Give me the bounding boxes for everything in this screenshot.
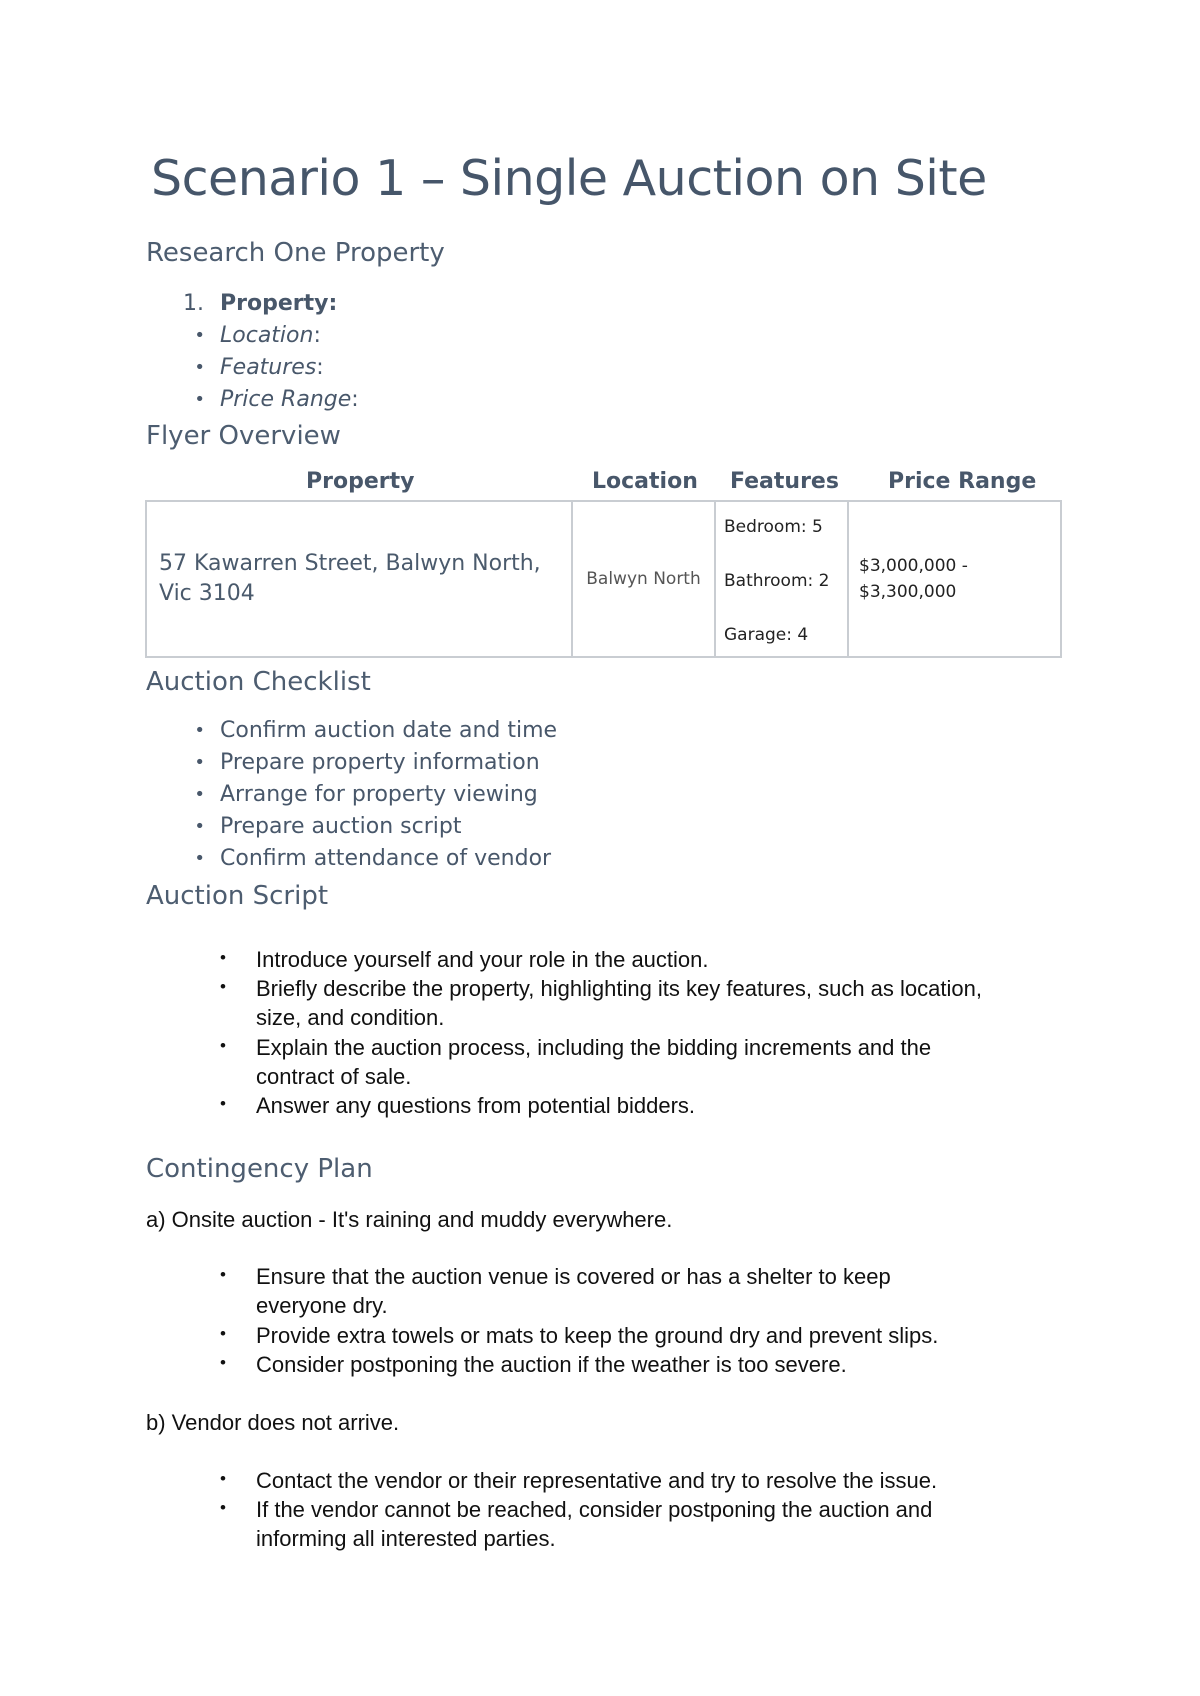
checklist-item <box>194 782 538 807</box>
checklist-item-text: Prepare auction script <box>220 814 462 839</box>
table-row <box>146 501 1061 657</box>
script-item-text: Briefly describe the property, highlighting its key features, such as location, <box>256 976 982 1001</box>
scenario-a-item <box>220 1352 847 1378</box>
label-colon: : <box>316 355 324 380</box>
label-colon: : <box>351 387 359 412</box>
scenario-b-label: b) Vendor does not arrive. <box>146 1410 400 1435</box>
bullet-marker: • <box>220 948 226 967</box>
research-bullet-location <box>194 323 321 348</box>
scenario-a-item-text: Consider postponing the auction if the weather is too severe. <box>256 1352 847 1377</box>
checklist-item-text: Confirm auction date and time <box>220 718 558 743</box>
script-heading: Auction Script <box>146 881 329 911</box>
column-header-property: Property <box>306 469 415 494</box>
scenario-a-item-text: Ensure that the auction venue is covered or has a shelter to keep <box>256 1264 891 1289</box>
checklist-item <box>194 750 540 775</box>
checklist-heading: Auction Checklist <box>146 667 371 697</box>
scenario-a-item <box>220 1323 939 1349</box>
bullet-marker: • <box>194 784 205 805</box>
property-address-line-1: 57 Kawarren Street, Balwyn North, <box>159 551 541 576</box>
cell-price-range <box>848 501 1061 657</box>
scenario-b-item-continuation: informing all interested parties. <box>256 1526 556 1551</box>
label-colon: : <box>313 323 321 348</box>
script-item-text: Answer any questions from potential bidders. <box>256 1093 696 1118</box>
bullet-marker: • <box>194 357 205 378</box>
bullet-marker: • <box>194 752 205 773</box>
cell-location: Balwyn North <box>572 501 715 657</box>
list-number: 1. <box>183 291 204 316</box>
flyer-table <box>145 500 1062 658</box>
bullet-marker: • <box>220 1265 226 1284</box>
script-item <box>220 947 709 973</box>
property-label: Property: <box>220 291 338 316</box>
bullet-marker: • <box>220 1469 226 1488</box>
bullet-marker: • <box>220 1094 226 1113</box>
checklist-item-text: Arrange for property viewing <box>220 782 538 807</box>
scenario-b-item-text: If the vendor cannot be reached, consider postponing the auction and <box>256 1497 933 1522</box>
cell-property <box>146 501 572 657</box>
bullet-marker: • <box>194 325 205 346</box>
scenario-a-item <box>220 1264 891 1290</box>
script-item-text: Explain the auction process, including the bidding increments and the <box>256 1035 932 1060</box>
research-heading: Research One Property <box>146 238 445 268</box>
bullet-marker: • <box>194 720 205 741</box>
script-item-continuation: size, and condition. <box>256 1005 445 1030</box>
scenario-b-item <box>220 1497 933 1523</box>
column-header-location: Location <box>592 469 698 494</box>
cell-features <box>715 501 848 657</box>
scenario-b-item-text: Contact the vendor or their representative and try to resolve the issue. <box>256 1468 938 1493</box>
features-label: Features <box>220 355 317 380</box>
scenario-b-item <box>220 1468 938 1494</box>
checklist-item-text: Prepare property information <box>220 750 540 775</box>
bullet-marker: • <box>220 1324 226 1343</box>
bullet-marker: • <box>220 977 226 996</box>
checklist-item <box>194 718 558 743</box>
bullet-marker: • <box>220 1036 226 1055</box>
page-title: Scenario 1 – Single Auction on Site <box>151 150 987 207</box>
checklist-item-text: Confirm attendance of vendor <box>220 846 552 871</box>
contingency-heading: Contingency Plan <box>146 1154 373 1184</box>
research-bullet-price-range <box>194 387 359 412</box>
flyer-heading: Flyer Overview <box>146 421 341 451</box>
script-item-text: Introduce yourself and your role in the auction. <box>256 947 709 972</box>
script-item-continuation: contract of sale. <box>256 1064 412 1089</box>
feature-garage: Garage: 4 <box>724 625 809 645</box>
bullet-marker: • <box>194 389 205 410</box>
research-bullet-features <box>194 355 324 380</box>
bullet-marker: • <box>194 848 205 869</box>
bullet-marker: • <box>194 816 205 837</box>
numbered-item-property <box>183 291 338 316</box>
script-item <box>220 1035 932 1061</box>
checklist-item <box>194 846 552 871</box>
column-header-features: Features <box>730 469 839 494</box>
script-item <box>220 1093 696 1119</box>
property-address-line-2: Vic 3104 <box>159 581 255 606</box>
script-item <box>220 976 982 1002</box>
column-header-price-range: Price Range <box>888 469 1037 494</box>
scenario-a-item-text: Provide extra towels or mats to keep the ground dry and prevent slips. <box>256 1323 939 1348</box>
price-line-2: $3,300,000 <box>859 582 957 602</box>
feature-bathrooms: Bathroom: 2 <box>724 571 830 591</box>
price-line-1: $3,000,000 - <box>859 556 968 576</box>
price-range-label: Price Range <box>220 387 352 412</box>
bullet-marker: • <box>220 1498 226 1517</box>
scenario-a-item-continuation: everyone dry. <box>256 1293 388 1318</box>
checklist-item <box>194 814 462 839</box>
feature-bedrooms: Bedroom: 5 <box>724 517 823 537</box>
location-label: Location <box>220 323 314 348</box>
scenario-a-label: a) Onsite auction - It's raining and muddy everywhere. <box>146 1207 673 1232</box>
bullet-marker: • <box>220 1353 226 1372</box>
